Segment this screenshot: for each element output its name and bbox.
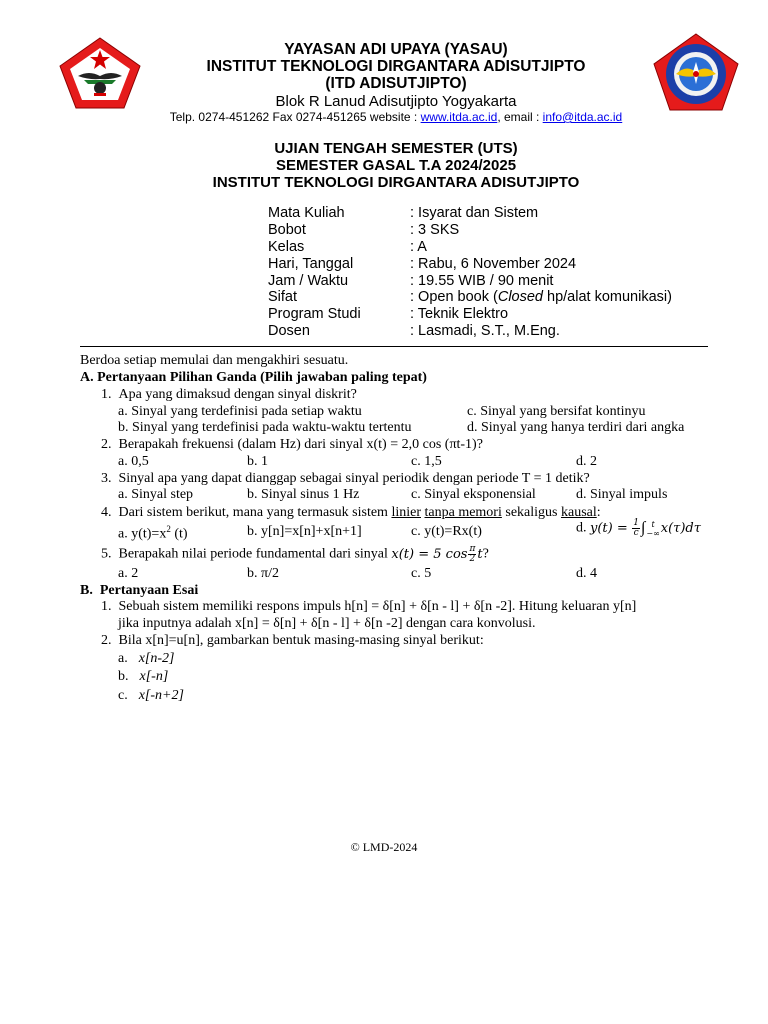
info-label: Mata Kuliah <box>268 205 345 221</box>
question-4 <box>101 505 601 521</box>
q1-option-c: c. Sinyal yang bersifat kontinyu <box>467 404 646 419</box>
info-label: Sifat <box>268 289 298 305</box>
q1-option-d: d. Sinyal yang hanya terdiri dari angka <box>467 420 685 435</box>
q5-expr: x(t) = 5 cos <box>391 547 468 562</box>
q4-d-fraction <box>632 519 640 538</box>
q4-a-text: a. y(t)=x <box>118 526 167 542</box>
essay-1-line2: jika inputnya adalah x[n] = δ[n] + δ[n - l] + δ[n -2] dengan cara konvolusi. <box>118 616 536 631</box>
question-5 <box>101 545 489 567</box>
header-yayasan: YAYASAN ADI UPAYA (YASAU) <box>284 41 508 58</box>
q3-option-b: b. Sinyal sinus 1 Hz <box>247 487 360 502</box>
exam-title-semester: SEMESTER GASAL T.A 2024/2025 <box>275 157 517 174</box>
info-label: Jam / Waktu <box>268 273 349 289</box>
contact-phone: Telp. 0274-451262 Fax 0274-451265 website : <box>169 110 421 124</box>
item-label: a. <box>118 651 128 666</box>
item-expr: x[n-2] <box>138 651 175 666</box>
info-value: : Lasmadi, S.T., M.Eng. <box>410 323 560 339</box>
item-expr: x[-n+2] <box>138 688 184 703</box>
item-label: c. <box>118 688 128 703</box>
q4-d-upper: t <box>651 519 655 529</box>
q5-qmark: ? <box>482 546 489 562</box>
q5-frac-den: 2 <box>469 554 476 564</box>
essay-2-item-c <box>118 688 184 704</box>
question-2: 2. Berapakah frekuensi (dalam Hz) dari sinyal x(t) = 2,0 cos (πt-1)? <box>101 437 483 452</box>
essay-1-line1: 1. Sebuah sistem memiliki respons impuls h[n] = δ[n] + δ[n - l] + δ[n -2]. Hitung keluaran y[n] <box>101 599 637 614</box>
header-institute: INSTITUT TEKNOLOGI DIRGANTARA ADISUTJIPTO <box>206 58 586 75</box>
q2-option-c: c. 1,5 <box>411 454 442 469</box>
q5-option-d: d. 4 <box>576 566 597 581</box>
info-label: Kelas <box>268 239 305 255</box>
q5-option-a: a. 2 <box>118 566 139 581</box>
info-label: Program Studi <box>268 306 361 322</box>
footer-copyright: © LMD-2024 <box>350 840 418 854</box>
q4-d-limits <box>646 520 659 538</box>
essay-2: 2. Bila x[n]=u[n], gambarkan bentuk masing-masing sinyal berikut: <box>101 633 484 648</box>
item-expr: x[-n] <box>139 669 169 684</box>
info-value-prefix: : Open book ( <box>410 289 498 305</box>
info-label: Hari, Tanggal <box>268 256 354 272</box>
q4-sekaligus: sekaligus <box>501 505 561 520</box>
q4-option-a <box>118 524 188 543</box>
q2-option-a: a. 0,5 <box>118 454 149 469</box>
q3-option-a: a. Sinyal step <box>118 487 194 502</box>
q4-d-label: d. <box>576 520 587 536</box>
q4-d-rhs: x(τ)dτ <box>660 521 701 536</box>
q4-d-frac-num: 1 <box>633 518 639 528</box>
website-link[interactable]: www.itda.ac.id <box>420 110 498 124</box>
q4-option-c: c. y(t)=Rx(t) <box>411 524 482 539</box>
q4-text: 4. Dari sistem berikut, mana yang termasuk sistem <box>101 505 392 520</box>
q4-linier: linier <box>391 505 421 520</box>
info-value: : Teknik Elektro <box>410 306 509 322</box>
info-value: : 19.55 WIB / 90 menit <box>410 273 554 289</box>
q4-d-frac-den: c <box>633 528 639 538</box>
q4-d-lhs: y(t) = <box>590 521 628 536</box>
section-b-heading: B. Pertanyaan Esai <box>80 583 199 598</box>
q2-option-d: d. 2 <box>576 454 597 469</box>
q4-d-lower: −∞ <box>646 528 660 538</box>
info-value-suffix: hp/alat komunikasi) <box>543 289 672 305</box>
essay-2-item-b <box>118 669 168 685</box>
exam-title-uts: UJIAN TENGAH SEMESTER (UTS) <box>274 140 518 157</box>
q4-option-d <box>576 519 701 543</box>
q4-a-exponent: 2 <box>166 524 171 534</box>
info-value: : Rabu, 6 November 2024 <box>410 256 577 272</box>
header-contact <box>130 110 662 124</box>
q3-option-d: d. Sinyal impuls <box>576 487 668 502</box>
q5-fraction <box>468 545 476 564</box>
q4-tanpa-memori: tanpa memori <box>424 505 502 520</box>
q5-frac-num: π <box>469 544 476 554</box>
q4-option-b: b. y[n]=x[n]+x[n+1] <box>247 524 362 539</box>
divider <box>80 346 708 347</box>
exam-title-institute: INSTITUT TEKNOLOGI DIRGANTARA ADISUTJIPTO <box>212 174 580 191</box>
q1-option-b: b. Sinyal yang terdefinisi pada waktu-waktu tertentu <box>118 420 412 435</box>
contact-email-prefix: , email : <box>497 110 543 124</box>
q2-option-b: b. 1 <box>247 454 268 469</box>
q3-option-c: c. Sinyal eksponensial <box>411 487 536 502</box>
info-label: Dosen <box>268 323 310 339</box>
header-address: Blok R Lanud Adisutjipto Yogyakarta <box>275 93 517 110</box>
question-1: 1. Apa yang dimaksud dengan sinyal diskrit? <box>101 387 357 402</box>
itda-logo <box>652 32 740 112</box>
info-label: Bobot <box>268 222 306 238</box>
q5-option-b: b. π/2 <box>247 566 279 581</box>
info-value: : 3 SKS <box>410 222 460 238</box>
item-label: b. <box>118 669 129 684</box>
q4-d-integral: ∫ <box>640 519 646 537</box>
header-abbrev: (ITD ADISUTJIPTO) <box>325 75 467 92</box>
info-value-italic: Closed <box>497 289 543 305</box>
intro-text: Berdoa setiap memulai dan mengakhiri sesuatu. <box>80 353 349 368</box>
essay-2-item-a <box>118 651 175 667</box>
info-value: : A <box>410 239 427 255</box>
info-value <box>410 289 672 305</box>
question-3: 3. Sinyal apa yang dapat dianggap sebagai sinyal periodik dengan periode T = 1 detik? <box>101 471 590 486</box>
q5-var: t <box>477 547 483 562</box>
q4-colon: : <box>596 505 601 520</box>
q5-text: 5. Berapakah nilai periode fundamental dari sinyal <box>101 546 392 562</box>
q5-option-c: c. 5 <box>411 566 432 581</box>
email-link[interactable]: info@itda.ac.id <box>542 110 623 124</box>
section-a-heading: A. Pertanyaan Pilihan Ganda (Pilih jawaban paling tepat) <box>80 370 427 385</box>
q1-option-a: a. Sinyal yang terdefinisi pada setiap waktu <box>118 404 362 419</box>
info-value: : Isyarat dan Sistem <box>410 205 539 221</box>
q4-kausal: kausal <box>560 505 597 520</box>
q4-a-suffix: (t) <box>170 526 188 542</box>
